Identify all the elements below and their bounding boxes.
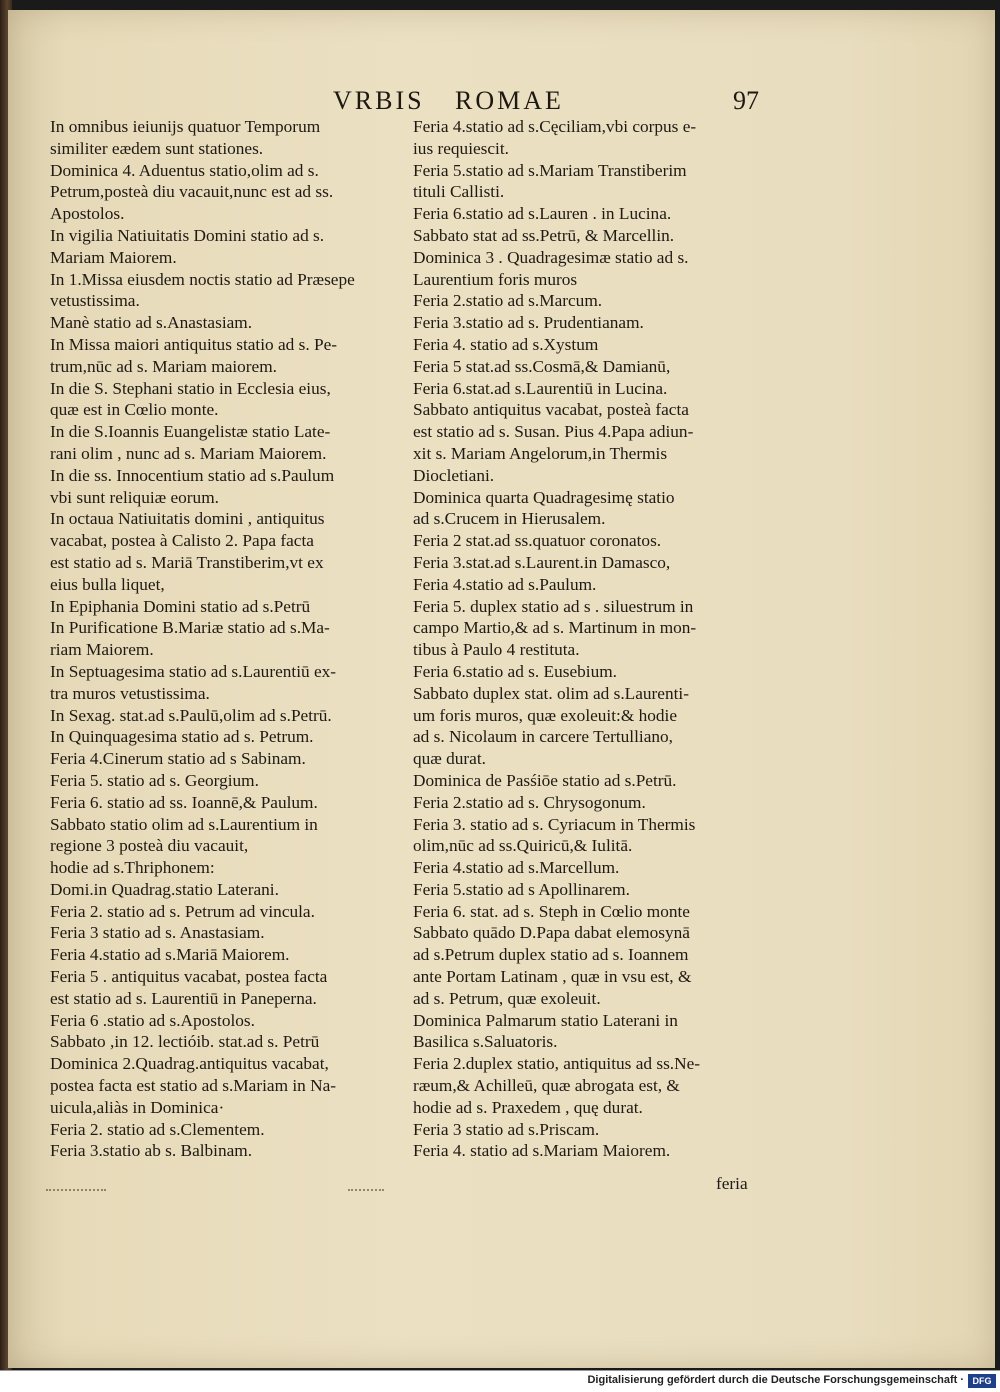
text-line: vetustissima. xyxy=(50,291,140,311)
text-line: Feria 2.statio ad s. Chrysogonum. xyxy=(413,792,646,812)
text-line: um foris muros, quæ exoleuit:& hodie xyxy=(413,705,677,725)
text-line: Sabbato statio olim ad s.Laurentium in xyxy=(50,814,318,834)
text-line: Petrum,posteà diu vacauit,nunc est ad ss. xyxy=(50,182,334,202)
text-line: Manè statio ad s.Anastasiam. xyxy=(50,313,253,333)
text-line: ad s. Petrum, quæ exoleuit. xyxy=(413,988,601,1008)
text-line: Feria 2.duplex statio, antiquitus ad ss.Ne- xyxy=(413,1054,701,1074)
text-line: eius bulla liquet, xyxy=(50,574,165,594)
text-line: Feria 4.statio ad s.Paulum. xyxy=(413,574,597,594)
text-line: ad s.Crucem in Hierusalem. xyxy=(413,509,606,529)
running-header xyxy=(0,86,1000,116)
text-line: regione 3 posteà diu vacauit, xyxy=(50,836,249,856)
text-line: trum,nūc ad s. Mariam maiorem. xyxy=(50,356,277,376)
text-line: hodie ad s. Praxedem , quę durat. xyxy=(413,1097,643,1117)
text-line: In Purificatione B.Mariæ statio ad s.Ma- xyxy=(50,618,330,638)
text-line: vbi sunt reliquiæ eorum. xyxy=(50,487,219,507)
text-line: Dominica 4. Aduentus statio,olim ad s. xyxy=(50,160,319,180)
text-line: quæ durat. xyxy=(413,749,486,769)
text-line: Feria 2. statio ad s. Petrum ad vincula. xyxy=(50,901,315,921)
text-line: Feria 3 statio ad s. Anastasiam. xyxy=(50,923,265,943)
text-line: ad s. Nicolaum in carcere Tertulliano, xyxy=(413,727,673,747)
text-line: Feria 2.statio ad s.Marcum. xyxy=(413,291,603,311)
running-title-left: VRBIS xyxy=(333,86,425,115)
catchword: feria xyxy=(716,1174,748,1193)
right-text-column xyxy=(413,116,793,1162)
text-line: riam Maiorem. xyxy=(50,640,154,660)
text-line: vacabat, postea à Calisto 2. Papa facta xyxy=(50,531,314,551)
text-line: postea facta est statio ad s.Mariam in Na- xyxy=(50,1076,337,1096)
text-line: Feria 5.statio ad s Apollinarem. xyxy=(413,879,630,899)
text-line: Feria 6. statio ad ss. Ioannē,& Paulum. xyxy=(50,792,318,812)
text-line: Feria 6.statio ad s.Lauren . in Lucina. xyxy=(413,204,672,224)
text-line: Feria 5.statio ad s.Mariam Transtiberim xyxy=(413,160,687,180)
text-line: In die ss. Innocentium statio ad s.Paulum xyxy=(50,465,335,485)
text-line: Feria 2 stat.ad ss.quatuor coronatos. xyxy=(413,531,662,551)
text-line: Laurentium foris muros xyxy=(413,269,578,289)
text-line: Feria 4.statio ad s.Marcellum. xyxy=(413,858,620,878)
dfg-logo: DFG xyxy=(968,1374,996,1388)
footer-credit: Digitalisierung gefördert durch die Deutsche Forschungsgemeinschaft · xyxy=(587,1374,964,1386)
text-line: est statio ad s. Laurentiū in Paneperna. xyxy=(50,988,317,1008)
text-line: rani olim , nunc ad s. Mariam Maiorem. xyxy=(50,443,327,463)
text-line: Basilica s.Saluatoris. xyxy=(413,1032,558,1052)
text-line: tituli Callisti. xyxy=(413,182,505,202)
text-line: Domi.in Quadrag.statio Laterani. xyxy=(50,879,279,899)
text-line: Feria 6. stat. ad s. Steph in Cœlio monte xyxy=(413,901,690,921)
text-line: hodie ad s.Thriphonem: xyxy=(50,858,215,878)
text-line: Feria 5. statio ad s. Georgium. xyxy=(50,770,259,790)
digitization-footer xyxy=(0,1370,1000,1392)
text-line: tibus à Paulo 4 restituta. xyxy=(413,640,580,660)
ink-marks-left xyxy=(46,1181,106,1191)
page-number: 97 xyxy=(733,86,759,115)
text-line: Dominica de Pasśiōe statio ad s.Petrū. xyxy=(413,770,677,790)
text-line: quæ est in Cœlio monte. xyxy=(50,400,219,420)
text-line: Feria 3.statio ab s. Balbinam. xyxy=(50,1141,253,1161)
running-title-right: ROMAE xyxy=(455,86,564,115)
text-line: Feria 4.statio ad s.Mariā Maiorem. xyxy=(50,945,290,965)
text-line: Feria 6 .statio ad s.Apostolos. xyxy=(50,1010,255,1030)
text-line: est statio ad s. Mariā Transtiberim,vt ex xyxy=(50,552,324,572)
text-line: In die S.Ioannis Euangelistæ statio Late- xyxy=(50,422,331,442)
text-line: xit s. Mariam Angelorum,in Thermis xyxy=(413,443,668,463)
text-line: uicula,aliàs in Dominica· xyxy=(50,1097,225,1117)
text-line: Dominica quarta Quadragesimę statio xyxy=(413,487,675,507)
text-line: ræum,& Achilleū, quæ abrogata est, & xyxy=(413,1076,680,1096)
text-line: Feria 3. statio ad s. Cyriacum in Thermis xyxy=(413,814,696,834)
text-line: Feria 5 stat.ad ss.Cosmā,& Damianū, xyxy=(413,356,671,376)
text-line: campo Martio,& ad s. Martinum in mon- xyxy=(413,618,697,638)
text-line: ius requiescit. xyxy=(413,138,509,158)
text-line: similiter eædem sunt stationes. xyxy=(50,138,264,158)
text-line: Feria 3.statio ad s. Prudentianam. xyxy=(413,313,644,333)
text-line: ad s.Petrum duplex statio ad s. Ioannem xyxy=(413,945,689,965)
text-line: Feria 3 statio ad s.Priscam. xyxy=(413,1119,600,1139)
text-line: In Septuagesima statio ad s.Laurentiū ex- xyxy=(50,661,337,681)
text-line: olim,nūc ad ss.Quiricū,& Iulitā. xyxy=(413,836,633,856)
text-line: Feria 4.statio ad s.Cęciliam,vbi corpus e- xyxy=(413,117,697,136)
text-line: In Epiphania Domini statio ad s.Petrū xyxy=(50,596,311,616)
ink-marks-center xyxy=(348,1181,384,1191)
text-line: Feria 4. statio ad s.Xystum xyxy=(413,334,599,354)
text-line: In vigilia Natiuitatis Domini statio ad s. xyxy=(50,225,325,245)
text-line: In die S. Stephani statio in Ecclesia eius, xyxy=(50,378,331,398)
text-line: Sabbato duplex stat. olim ad s.Laurenti- xyxy=(413,683,689,703)
text-line: In 1.Missa eiusdem noctis statio ad Præsepe xyxy=(50,269,355,289)
text-line: Sabbato quādo D.Papa dabat elemosynā xyxy=(413,923,690,943)
text-line: Dominica 3 . Quadragesimæ statio ad s. xyxy=(413,247,689,267)
text-line: Sabbato antiquitus vacabat, posteà facta xyxy=(413,400,689,420)
text-line: In Sexag. stat.ad s.Paulū,olim ad s.Petrū. xyxy=(50,705,332,725)
text-line: Feria 5. duplex statio ad s . siluestrum in xyxy=(413,596,694,616)
text-line: Dominica Palmarum statio Laterani in xyxy=(413,1010,678,1030)
text-line: Feria 4.Cinerum statio ad s Sabinam. xyxy=(50,749,306,769)
text-line: In Missa maiori antiquitus statio ad s. Pe- xyxy=(50,334,338,354)
text-line: Dominica 2.Quadrag.antiquitus vacabat, xyxy=(50,1054,329,1074)
text-line: Apostolos. xyxy=(50,204,125,224)
left-text-column xyxy=(50,116,410,1162)
text-line: Feria 5 . antiquitus vacabat, postea facta xyxy=(50,967,328,987)
text-line: Feria 3.stat.ad s.Laurent.in Damasco, xyxy=(413,552,671,572)
text-line: In octaua Natiuitatis domini , antiquitus xyxy=(50,509,325,529)
text-line: est statio ad s. Susan. Pius 4.Papa adiun- xyxy=(413,422,694,442)
text-line: Sabbato ,in 12. lectióib. stat.ad s. Petrū xyxy=(50,1032,320,1052)
text-line: Mariam Maiorem. xyxy=(50,247,177,267)
text-line: In omnibus ieiunijs quatuor Temporum xyxy=(50,117,321,136)
text-line: Feria 2. statio ad s.Clementem. xyxy=(50,1119,265,1139)
text-line: In Quinquagesima statio ad s. Petrum. xyxy=(50,727,314,747)
text-line: Feria 6.stat.ad s.Laurentiū in Lucina. xyxy=(413,378,668,398)
text-line: Sabbato stat ad ss.Petrū, & Marcellin. xyxy=(413,225,675,245)
text-line: tra muros vetustissima. xyxy=(50,683,210,703)
text-line: Feria 6.statio ad s. Eusebium. xyxy=(413,661,617,681)
text-line: ante Portam Latinam , quæ in vsu est, & xyxy=(413,967,692,987)
text-line: Diocletiani. xyxy=(413,465,495,485)
text-line: Feria 4. statio ad s.Mariam Maiorem. xyxy=(413,1141,671,1161)
